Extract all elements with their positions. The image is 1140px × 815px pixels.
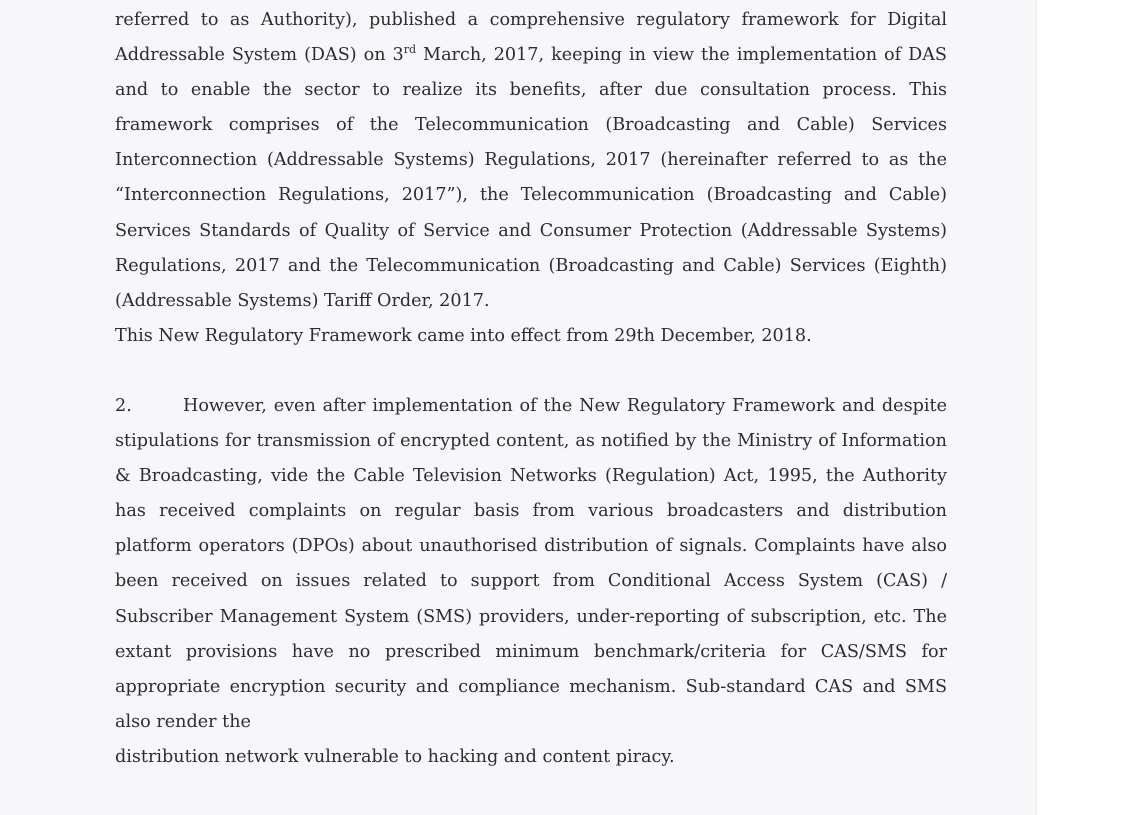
text-line bbox=[115, 396, 875, 416]
text-line: (Broadcasting and Cable) Services (Eighth) (Addressable Systems) Tariff Order, 2017. bbox=[115, 255, 947, 311]
ordinal-suffix: rd bbox=[403, 43, 417, 57]
document-body bbox=[115, 3, 947, 775]
text-line: Services Interconnection (Addressable Systems) Regulations, 2017 (hereinafter bbox=[115, 115, 947, 171]
text-line: This framework comprises of the Telecommunication (Broadcasting and Cable) bbox=[115, 80, 947, 136]
text-line: of Information & Broadcasting, vide the Cable Television Networks (Regulation) Act, bbox=[115, 431, 947, 487]
text-line: This New Regulatory Framework came into effect from 29th December, 2018. bbox=[115, 325, 812, 346]
text-line: referred to as the “Interconnection Regulations, 2017”), the Telecommunication bbox=[115, 150, 948, 206]
text-line: distribution of signals. Complaints have also been received on issues related to support bbox=[115, 536, 947, 592]
text-line: 1995, the Authority has received complaints on regular basis from various bbox=[115, 466, 948, 522]
text-line: from Conditional Access System (CAS) / Subscriber Management System (SMS) bbox=[115, 571, 948, 627]
text-line: Protection (Addressable Systems) Regulations, 2017 and the Telecommunication bbox=[115, 220, 948, 276]
paragraph-1 bbox=[115, 3, 947, 354]
paragraph-2 bbox=[115, 389, 947, 775]
text-line: providers, under-reporting of subscription, etc. The extant provisions have no bbox=[115, 606, 947, 662]
text-line bbox=[115, 45, 901, 65]
text-line: prescribed minimum benchmark/criteria for CAS/SMS for appropriate encryption bbox=[115, 641, 948, 697]
text-line: distribution network vulnerable to hacking and content piracy. bbox=[115, 746, 675, 767]
paragraph-number: 2. bbox=[115, 395, 132, 416]
text-line: broadcasters and distribution platform operators (DPOs) about unauthorised bbox=[115, 501, 947, 557]
text-line: DAS and to enable the sector to realize its benefits, after due consultation process. bbox=[115, 45, 947, 101]
text-line: (Broadcasting and Cable) Services Standards of Quality of Service and Consumer bbox=[115, 185, 947, 241]
text-line-part: However, even after implementation of the New Regulatory Framework and bbox=[183, 395, 876, 416]
text-line-part: March, 2017, keeping in view the implementation of bbox=[416, 45, 902, 66]
text-line: referred to as Authority), published a comprehensive regulatory framework for Digital bbox=[115, 10, 947, 30]
text-line: despite stipulations for transmission of encrypted content, as notified by the Ministry bbox=[115, 395, 947, 452]
text-line: security and compliance mechanism. Sub-standard CAS and SMS also render the bbox=[115, 676, 947, 732]
text-line-part: Addressable System (DAS) on 3 bbox=[115, 45, 404, 66]
